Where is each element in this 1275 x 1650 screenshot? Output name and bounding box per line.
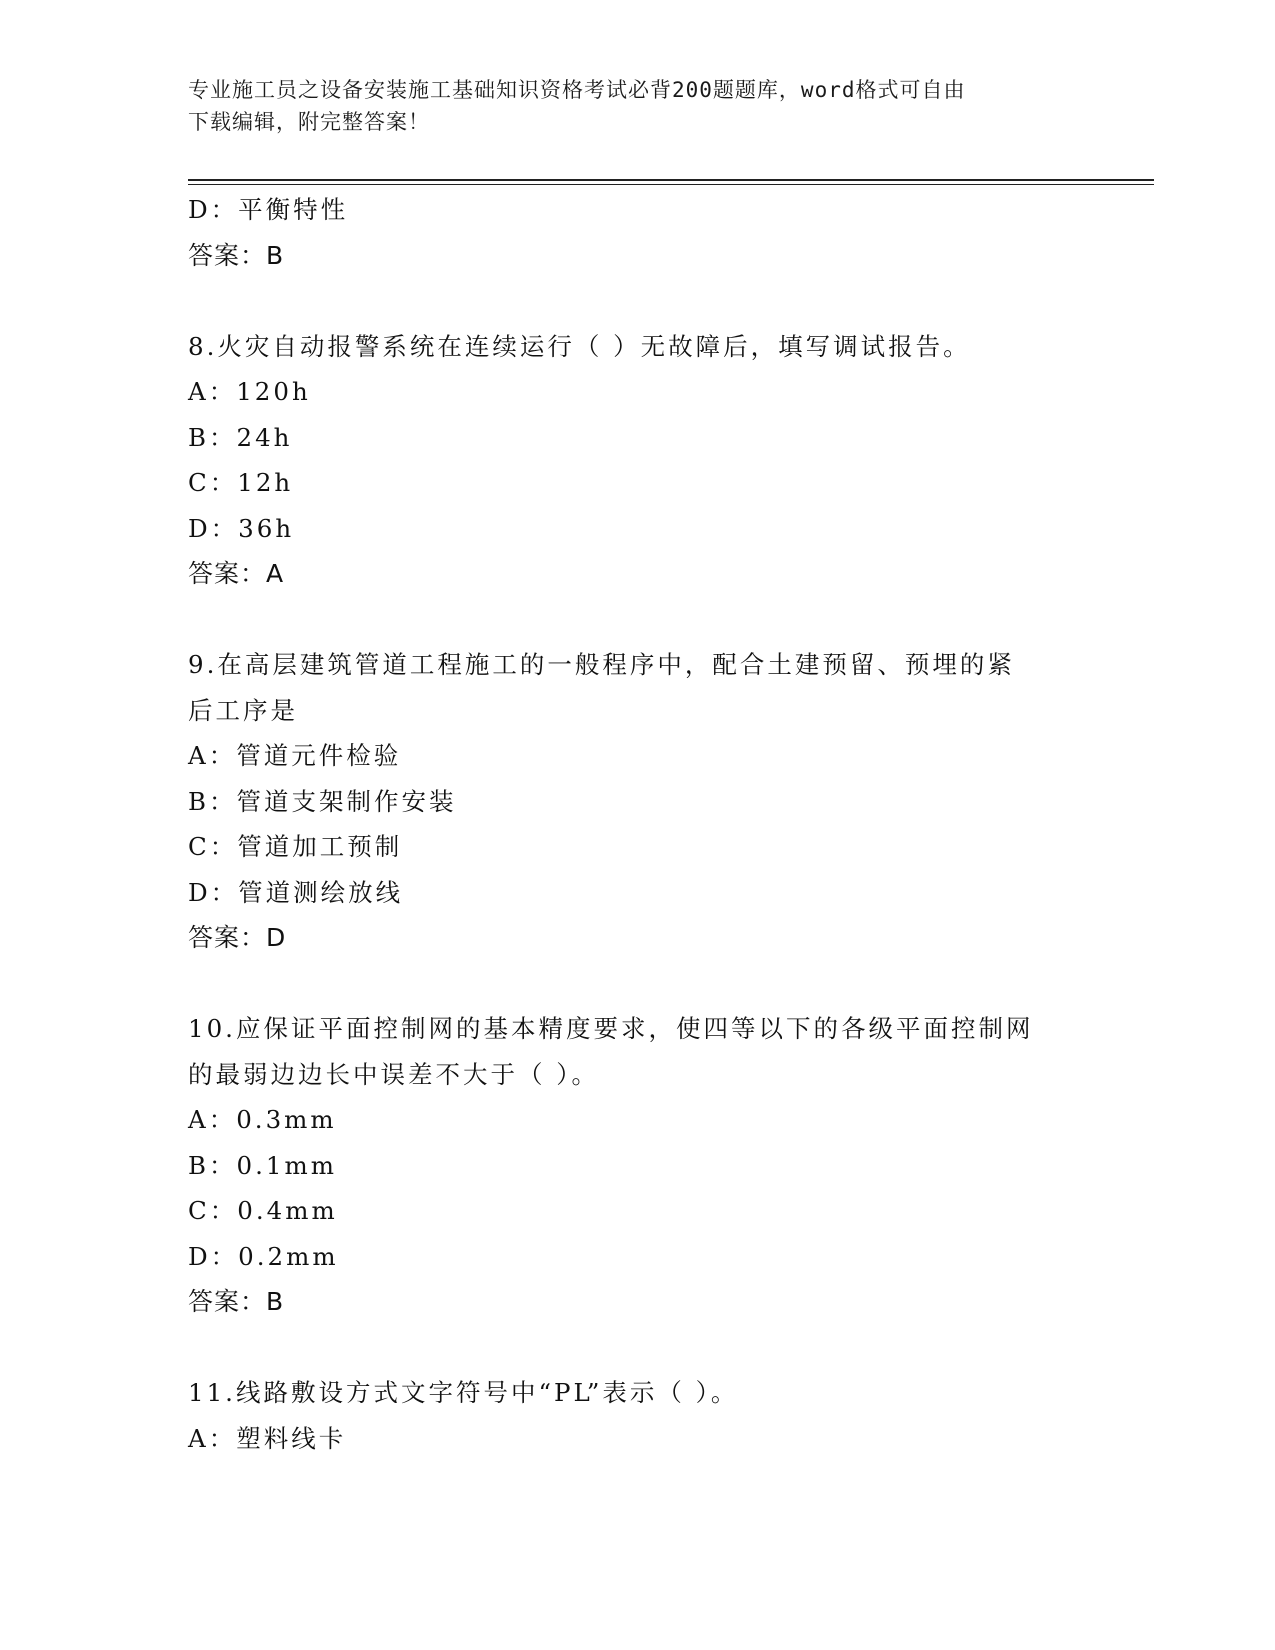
question-block-8 [188,324,1088,597]
spacer [188,1325,1088,1371]
question-stem: 11.线路敷设方式文字符号中“PL”表示（ ）。 [188,1378,739,1407]
option-b: B：24h [188,422,293,452]
question-list [188,187,1088,1461]
option-c: C：0.4mm [188,1196,338,1225]
question-stem: 9.在高层建筑管道工程施工的一般程序中，配合土建预留、预埋的紧 [188,650,1015,679]
option-d: D：平衡特性 [188,195,349,224]
option-c: C：12h [188,468,294,497]
answer-line: 答案：B [188,1287,285,1316]
question-block-7-tail [188,187,1088,278]
option-d: D：管道测绘放线 [188,877,404,907]
question-stem: 8.火灾自动报警系统在连续运行（ ）无故障后，填写调试报告。 [188,331,971,361]
question-stem-continued: 后工序是 [188,695,298,725]
header-title-line-1: 专业施工员之设备安装施工基础知识资格考试必背200题题库，word格式可自由 [188,78,966,102]
option-d: D：36h [188,513,295,543]
answer-line: 答案：B [188,240,285,270]
option-d: D：0.2mm [188,1241,339,1271]
spacer [188,278,1088,324]
header-divider [188,179,1154,185]
question-block-9 [188,642,1088,961]
spacer [188,597,1088,643]
option-a: A：管道元件检验 [188,741,402,770]
option-a: A：120h [188,377,311,406]
option-b: B：0.1mm [188,1150,337,1180]
answer-line: 答案：A [188,559,285,588]
option-a: A：0.3mm [188,1105,337,1134]
header-title-line-2: 下载编辑，附完整答案！ [188,110,430,134]
option-b: B：管道支架制作安装 [188,786,457,816]
question-block-11 [188,1370,1088,1461]
option-a: A：塑料线卡 [188,1423,347,1453]
answer-line: 答案：D [188,923,287,952]
document-header [188,74,1068,138]
question-block-10 [188,1006,1088,1325]
question-stem-continued: 的最弱边边长中误差不大于（ ）。 [188,1059,600,1089]
spacer [188,961,1088,1007]
question-stem: 10.应保证平面控制网的基本精度要求，使四等以下的各级平面控制网 [188,1014,1034,1043]
option-c: C：管道加工预制 [188,832,403,861]
